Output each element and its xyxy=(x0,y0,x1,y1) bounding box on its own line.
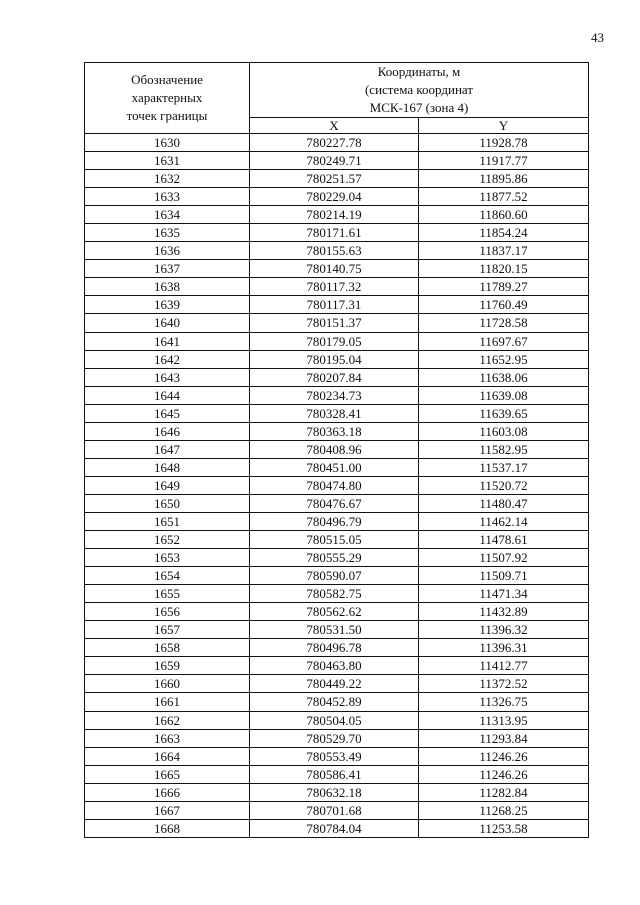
table-row xyxy=(85,567,589,585)
table-row xyxy=(85,278,589,296)
y-coordinate-cell: 11789.27 xyxy=(419,278,589,296)
x-coordinate-cell: 780408.96 xyxy=(250,440,419,458)
x-coordinate-cell: 780496.78 xyxy=(250,639,419,657)
x-coordinate-cell: 780476.67 xyxy=(250,494,419,512)
point-id-cell: 1634 xyxy=(85,206,250,224)
y-coordinate-cell: 11854.24 xyxy=(419,224,589,242)
x-coordinate-cell: 780117.32 xyxy=(250,278,419,296)
x-coordinate-cell: 780171.61 xyxy=(250,224,419,242)
header-coords-line: (система координат xyxy=(364,82,474,97)
y-coordinate-cell: 11507.92 xyxy=(419,549,589,567)
x-coordinate-cell: 780582.75 xyxy=(250,585,419,603)
y-coordinate-cell: 11877.52 xyxy=(419,188,589,206)
table-row xyxy=(85,585,589,603)
table-row xyxy=(85,332,589,350)
y-coordinate-cell: 11537.17 xyxy=(419,458,589,476)
y-coordinate-cell: 11372.52 xyxy=(419,675,589,693)
table-row xyxy=(85,422,589,440)
y-coordinate-cell: 11509.71 xyxy=(419,567,589,585)
x-coordinate-cell: 780214.19 xyxy=(250,206,419,224)
table-row xyxy=(85,440,589,458)
x-coordinate-cell: 780117.31 xyxy=(250,296,419,314)
table-row xyxy=(85,512,589,530)
point-id-cell: 1631 xyxy=(85,152,250,170)
y-coordinate-cell: 11697.67 xyxy=(419,332,589,350)
point-id-cell: 1644 xyxy=(85,386,250,404)
point-id-cell: 1643 xyxy=(85,368,250,386)
header-point-line: точек границы xyxy=(126,108,208,123)
x-coordinate-cell: 780249.71 xyxy=(250,152,419,170)
table-row xyxy=(85,314,589,332)
table-row xyxy=(85,224,589,242)
x-coordinate-cell: 780529.70 xyxy=(250,729,419,747)
y-coordinate-cell: 11728.58 xyxy=(419,314,589,332)
point-id-cell: 1663 xyxy=(85,729,250,747)
point-id-cell: 1648 xyxy=(85,458,250,476)
point-id-cell: 1641 xyxy=(85,332,250,350)
table-row xyxy=(85,711,589,729)
y-coordinate-cell: 11480.47 xyxy=(419,494,589,512)
x-coordinate-cell: 780531.50 xyxy=(250,621,419,639)
point-id-cell: 1665 xyxy=(85,765,250,783)
point-id-cell: 1662 xyxy=(85,711,250,729)
point-id-cell: 1649 xyxy=(85,476,250,494)
x-coordinate-cell: 780227.78 xyxy=(250,134,419,152)
table-row xyxy=(85,675,589,693)
y-coordinate-cell: 11639.08 xyxy=(419,386,589,404)
table-row xyxy=(85,404,589,422)
point-id-cell: 1630 xyxy=(85,134,250,152)
x-coordinate-cell: 780179.05 xyxy=(250,332,419,350)
y-coordinate-cell: 11760.49 xyxy=(419,296,589,314)
table-row xyxy=(85,260,589,278)
x-coordinate-cell: 780452.89 xyxy=(250,693,419,711)
table-row xyxy=(85,368,589,386)
y-coordinate-cell: 11396.32 xyxy=(419,621,589,639)
header-point-line: характерных xyxy=(131,90,203,105)
point-id-cell: 1650 xyxy=(85,494,250,512)
y-coordinate-cell: 11268.25 xyxy=(419,801,589,819)
table-row xyxy=(85,494,589,512)
table-row xyxy=(85,134,589,152)
x-coordinate-cell: 780496.79 xyxy=(250,512,419,530)
point-id-cell: 1655 xyxy=(85,585,250,603)
x-coordinate-cell: 780515.05 xyxy=(250,531,419,549)
y-coordinate-cell: 11253.58 xyxy=(419,819,589,837)
y-coordinate-cell: 11326.75 xyxy=(419,693,589,711)
page-number: 43 xyxy=(591,30,604,45)
y-coordinate-cell: 11639.65 xyxy=(419,404,589,422)
point-id-cell: 1633 xyxy=(85,188,250,206)
x-coordinate-cell: 780474.80 xyxy=(250,476,419,494)
y-coordinate-cell: 11412.77 xyxy=(419,657,589,675)
point-id-cell: 1637 xyxy=(85,260,250,278)
x-coordinate-cell: 780463.80 xyxy=(250,657,419,675)
header-x: X xyxy=(250,118,419,134)
point-id-cell: 1668 xyxy=(85,819,250,837)
table-row xyxy=(85,170,589,188)
y-coordinate-cell: 11478.61 xyxy=(419,531,589,549)
header-coords-line: Координаты, м xyxy=(377,64,461,79)
y-coordinate-cell: 11837.17 xyxy=(419,242,589,260)
point-id-cell: 1635 xyxy=(85,224,250,242)
x-coordinate-cell: 780504.05 xyxy=(250,711,419,729)
table-row xyxy=(85,765,589,783)
table-row xyxy=(85,747,589,765)
y-coordinate-cell: 11860.60 xyxy=(419,206,589,224)
point-id-cell: 1642 xyxy=(85,350,250,368)
x-coordinate-cell: 780234.73 xyxy=(250,386,419,404)
point-id-cell: 1638 xyxy=(85,278,250,296)
table-row xyxy=(85,242,589,260)
table-body xyxy=(85,134,589,838)
table-row xyxy=(85,801,589,819)
y-coordinate-cell: 11246.26 xyxy=(419,765,589,783)
y-coordinate-cell: 11246.26 xyxy=(419,747,589,765)
y-coordinate-cell: 11520.72 xyxy=(419,476,589,494)
point-id-cell: 1645 xyxy=(85,404,250,422)
table-row xyxy=(85,296,589,314)
table-row xyxy=(85,693,589,711)
point-id-cell: 1658 xyxy=(85,639,250,657)
header-point-line: Обозначение xyxy=(131,72,203,87)
point-id-cell: 1664 xyxy=(85,747,250,765)
y-coordinate-cell: 11820.15 xyxy=(419,260,589,278)
table-row xyxy=(85,783,589,801)
table-row xyxy=(85,729,589,747)
point-id-cell: 1654 xyxy=(85,567,250,585)
point-id-cell: 1653 xyxy=(85,549,250,567)
x-coordinate-cell: 780586.41 xyxy=(250,765,419,783)
header-y: Y xyxy=(419,118,589,134)
x-coordinate-cell: 780449.22 xyxy=(250,675,419,693)
y-coordinate-cell: 11917.77 xyxy=(419,152,589,170)
header-coordinates xyxy=(250,63,589,118)
y-coordinate-cell: 11293.84 xyxy=(419,729,589,747)
point-id-cell: 1651 xyxy=(85,512,250,530)
x-coordinate-cell: 780701.68 xyxy=(250,801,419,819)
x-coordinate-cell: 780562.62 xyxy=(250,603,419,621)
x-coordinate-cell: 780155.63 xyxy=(250,242,419,260)
table-row xyxy=(85,657,589,675)
table-row xyxy=(85,531,589,549)
point-id-cell: 1661 xyxy=(85,693,250,711)
x-coordinate-cell: 780195.04 xyxy=(250,350,419,368)
coordinates-table xyxy=(84,62,589,838)
point-id-cell: 1652 xyxy=(85,531,250,549)
x-coordinate-cell: 780229.04 xyxy=(250,188,419,206)
y-coordinate-cell: 11638.06 xyxy=(419,368,589,386)
x-coordinate-cell: 780451.00 xyxy=(250,458,419,476)
table-row xyxy=(85,458,589,476)
point-id-cell: 1646 xyxy=(85,422,250,440)
x-coordinate-cell: 780251.57 xyxy=(250,170,419,188)
header-point-designation xyxy=(85,63,250,134)
point-id-cell: 1639 xyxy=(85,296,250,314)
y-coordinate-cell: 11603.08 xyxy=(419,422,589,440)
y-coordinate-cell: 11432.89 xyxy=(419,603,589,621)
header-coords-line: МСК-167 (зона 4) xyxy=(369,100,469,115)
point-id-cell: 1647 xyxy=(85,440,250,458)
y-coordinate-cell: 11471.34 xyxy=(419,585,589,603)
table-row xyxy=(85,639,589,657)
point-id-cell: 1632 xyxy=(85,170,250,188)
y-coordinate-cell: 11895.86 xyxy=(419,170,589,188)
point-id-cell: 1656 xyxy=(85,603,250,621)
y-coordinate-cell: 11396.31 xyxy=(419,639,589,657)
y-coordinate-cell: 11582.95 xyxy=(419,440,589,458)
x-coordinate-cell: 780140.75 xyxy=(250,260,419,278)
y-coordinate-cell: 11652.95 xyxy=(419,350,589,368)
x-coordinate-cell: 780590.07 xyxy=(250,567,419,585)
table-row xyxy=(85,549,589,567)
point-id-cell: 1640 xyxy=(85,314,250,332)
point-id-cell: 1667 xyxy=(85,801,250,819)
table-row xyxy=(85,603,589,621)
x-coordinate-cell: 780784.04 xyxy=(250,819,419,837)
table-row xyxy=(85,819,589,837)
point-id-cell: 1660 xyxy=(85,675,250,693)
x-coordinate-cell: 780555.29 xyxy=(250,549,419,567)
table-row xyxy=(85,386,589,404)
y-coordinate-cell: 11462.14 xyxy=(419,512,589,530)
point-id-cell: 1657 xyxy=(85,621,250,639)
table-row xyxy=(85,350,589,368)
x-coordinate-cell: 780632.18 xyxy=(250,783,419,801)
point-id-cell: 1666 xyxy=(85,783,250,801)
x-coordinate-cell: 780207.84 xyxy=(250,368,419,386)
table-row xyxy=(85,188,589,206)
x-coordinate-cell: 780363.18 xyxy=(250,422,419,440)
y-coordinate-cell: 11282.84 xyxy=(419,783,589,801)
x-coordinate-cell: 780151.37 xyxy=(250,314,419,332)
x-coordinate-cell: 780553.49 xyxy=(250,747,419,765)
x-coordinate-cell: 780328.41 xyxy=(250,404,419,422)
point-id-cell: 1636 xyxy=(85,242,250,260)
y-coordinate-cell: 11928.78 xyxy=(419,134,589,152)
y-coordinate-cell: 11313.95 xyxy=(419,711,589,729)
point-id-cell: 1659 xyxy=(85,657,250,675)
table-row xyxy=(85,206,589,224)
table-row xyxy=(85,476,589,494)
table-row xyxy=(85,621,589,639)
table-row xyxy=(85,152,589,170)
